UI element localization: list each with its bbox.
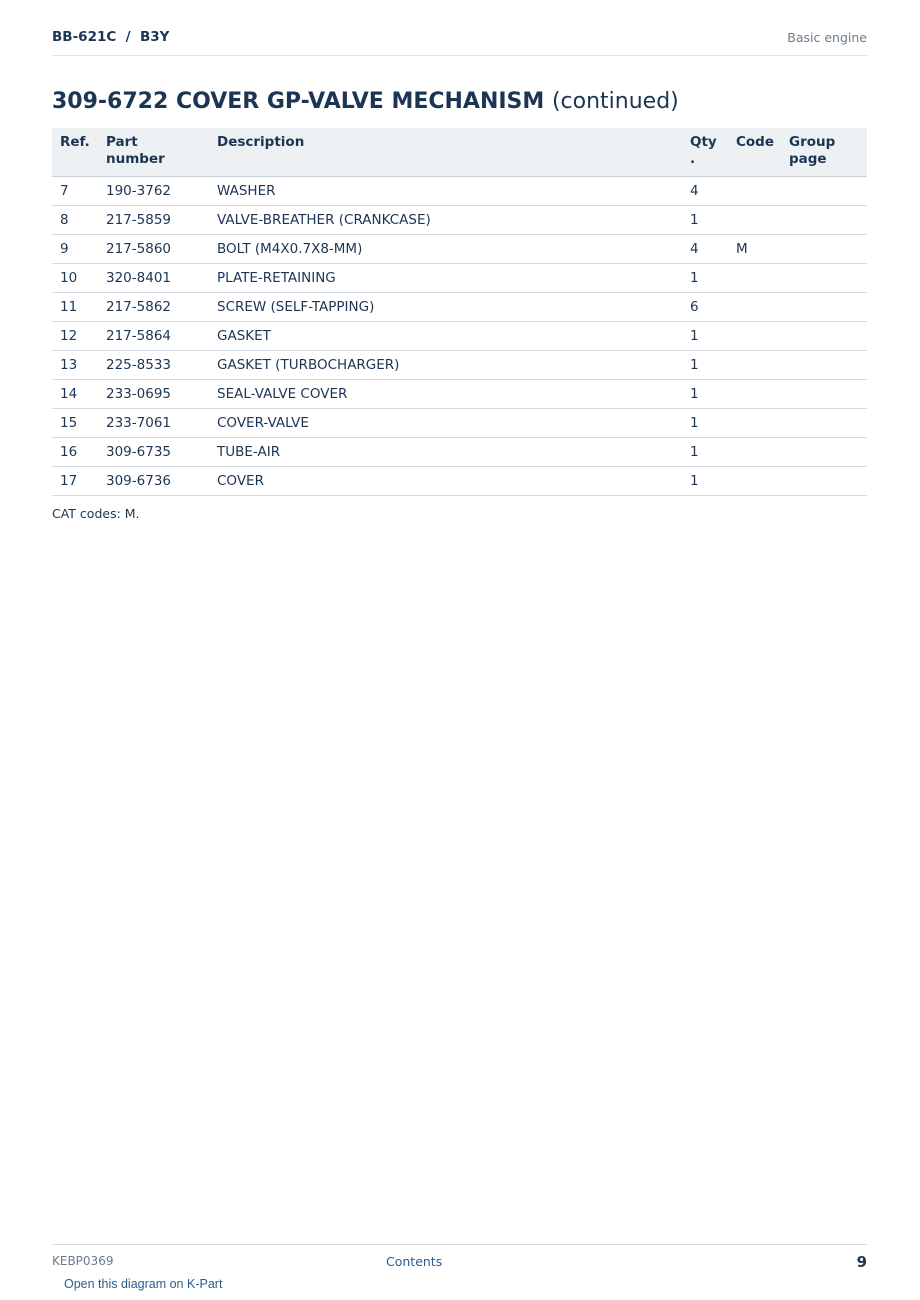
cell-ref: 13 [52,351,98,380]
page-title [52,89,679,114]
table-row [52,235,867,264]
cell-part-number: 217-5860 [98,235,209,264]
table-row [52,293,867,322]
cell-group-page [781,380,867,409]
cell-group-page [781,264,867,293]
cell-description: VALVE-BREATHER (CRANKCASE) [209,206,682,235]
cell-part-number: 217-5864 [98,322,209,351]
cell-part-number: 309-6736 [98,467,209,496]
cell-part-number: 233-7061 [98,409,209,438]
cell-qty: 1 [682,351,728,380]
cell-qty: 4 [682,177,728,206]
cell-ref: 12 [52,322,98,351]
table-row [52,351,867,380]
cell-ref: 11 [52,293,98,322]
cell-code [728,293,781,322]
cell-code [728,177,781,206]
cell-ref: 15 [52,409,98,438]
cell-ref: 14 [52,380,98,409]
col-header-group-page: Group page [781,128,867,177]
cell-part-number: 190-3762 [98,177,209,206]
col-header-ref: Ref. [52,128,98,177]
title-continued: (continued) [551,89,679,114]
table-row [52,264,867,293]
cell-description: PLATE-RETAINING [209,264,682,293]
cell-code [728,409,781,438]
parts-table [52,128,867,496]
cell-description: BOLT (M4X0.7X8-MM) [209,235,682,264]
open-k-part-link[interactable]: Open this diagram on K-Part [64,1277,223,1291]
cell-part-number: 233-0695 [98,380,209,409]
cell-code [728,206,781,235]
cell-code [728,264,781,293]
cell-group-page [781,322,867,351]
cell-ref: 16 [52,438,98,467]
cell-group-page [781,438,867,467]
table-row [52,409,867,438]
cell-description: COVER [209,467,682,496]
section-name: Basic engine [787,30,867,45]
table-row [52,438,867,467]
col-header-description: Description [209,128,682,177]
cell-description: SEAL-VALVE COVER [209,380,682,409]
cell-code [728,380,781,409]
table-row [52,177,867,206]
title-main: 309-6722 COVER GP-VALVE MECHANISM [52,89,545,114]
cell-ref: 7 [52,177,98,206]
cell-description: WASHER [209,177,682,206]
table-header-row [52,128,867,177]
cell-description: GASKET [209,322,682,351]
page-number: 9 [856,1253,867,1271]
cell-qty: 1 [682,467,728,496]
cell-qty: 1 [682,322,728,351]
cell-code [728,467,781,496]
document-id: KEBP0369 [52,1254,114,1268]
cell-qty: 1 [682,438,728,467]
col-header-part-number: Part number [98,128,209,177]
cell-group-page [781,409,867,438]
cell-description: SCREW (SELF-TAPPING) [209,293,682,322]
table-row [52,322,867,351]
cell-part-number: 225-8533 [98,351,209,380]
page-footer [52,1244,867,1275]
cell-ref: 17 [52,467,98,496]
cell-group-page [781,177,867,206]
cell-code: M [728,235,781,264]
cell-part-number: 217-5859 [98,206,209,235]
cell-group-page [781,206,867,235]
cell-group-page [781,467,867,496]
cell-code [728,322,781,351]
cell-qty: 1 [682,264,728,293]
cell-qty: 4 [682,235,728,264]
cell-qty: 6 [682,293,728,322]
cell-description: COVER-VALVE [209,409,682,438]
cell-description: TUBE-AIR [209,438,682,467]
cell-qty: 1 [682,206,728,235]
cell-part-number: 309-6735 [98,438,209,467]
cat-codes-note: CAT codes: M. [52,506,140,521]
cell-qty: 1 [682,380,728,409]
cell-ref: 10 [52,264,98,293]
parts-table-body [52,177,867,496]
contents-link[interactable]: Contents [386,1254,443,1269]
table-row [52,206,867,235]
cell-part-number: 217-5862 [98,293,209,322]
cell-group-page [781,235,867,264]
page-header [52,28,867,56]
table-row [52,467,867,496]
cell-qty: 1 [682,409,728,438]
cell-code [728,351,781,380]
cell-description: GASKET (TURBOCHARGER) [209,351,682,380]
cell-group-page [781,293,867,322]
cell-code [728,438,781,467]
cell-ref: 9 [52,235,98,264]
model-code: BB-621C / B3Y [52,29,170,45]
col-header-code: Code [728,128,781,177]
table-row [52,380,867,409]
col-header-qty: Qty . [682,128,728,177]
cell-group-page [781,351,867,380]
cell-part-number: 320-8401 [98,264,209,293]
cell-ref: 8 [52,206,98,235]
